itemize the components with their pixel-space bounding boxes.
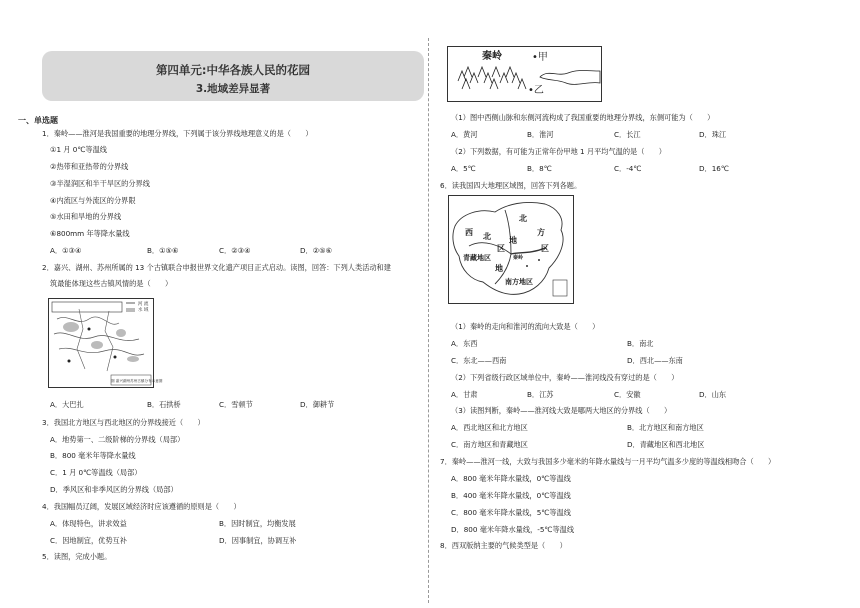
map-label-qu2: 区 <box>541 244 549 253</box>
point-jia-label: •甲 <box>532 52 548 63</box>
q7-option-d[interactable]: D．800 毫米年降水量线，-5℃等温线 <box>451 525 575 534</box>
map-label-di: 地 <box>509 236 517 245</box>
q6-stem: 6．读我国四大地理区域图，回答下列各题。 <box>440 181 582 190</box>
q6-1-option-d[interactable]: D．西北——东南 <box>627 356 683 365</box>
q6-3-option-c[interactable]: C．南方地区和青藏地区 <box>451 440 528 449</box>
q1-stem: 1．秦岭——淮河是我国重要的地理分界线，下列属于该分界线地理意义的是（ ） <box>42 129 313 138</box>
map-label-bei: 北 <box>519 214 527 223</box>
q2-stem-line1: 2．嘉兴、湖州、苏州所属的 13 个古镇联合申报世界文化遗产项目正式启动。读图，回答：下列人类活动和建 <box>42 263 391 272</box>
q5-1-option-a[interactable]: A．黄河 <box>451 130 478 139</box>
map-label-fang: 方 <box>537 228 545 237</box>
q5-1-option-c[interactable]: C．长江 <box>614 130 641 139</box>
q6-1-option-c[interactable]: C．东北——西南 <box>451 356 507 365</box>
q4-option-b[interactable]: B．因时制宜，均衡发展 <box>219 519 296 528</box>
q6-1-option-b[interactable]: B．南北 <box>627 339 654 348</box>
q5-1-option-b[interactable]: B．淮河 <box>527 130 554 139</box>
ancient-towns-map <box>48 298 163 388</box>
q4-option-d[interactable]: D．因事制宜，协调互补 <box>219 536 297 545</box>
map-label-qu: 区 <box>497 244 505 253</box>
point-yi-label: •乙 <box>528 85 544 96</box>
q7-option-c[interactable]: C．800 毫米年降水量线，5℃等温线 <box>451 508 571 517</box>
q1-option-b[interactable]: B．①⑤⑥ <box>147 246 179 255</box>
q7-stem: 7．秦岭——淮河一线，大致与我国多少毫米的年降水量线与一月平均气温多少度的等温线相吻合（ ） <box>440 457 776 466</box>
q6-3-option-d[interactable]: D．青藏地区和西北地区 <box>627 440 705 449</box>
q2-option-b[interactable]: B．石拱桥 <box>147 400 181 409</box>
title-banner <box>42 51 424 101</box>
map-label-qinling: 秦岭 <box>513 255 524 261</box>
q8-stem: 8．西双版纳主要的气候类型是（ ） <box>440 541 567 550</box>
q6-2-option-c[interactable]: C．安徽 <box>614 390 641 399</box>
map-label-di2: 地 <box>495 264 503 273</box>
map-label-qingzang: 青藏地区 <box>463 254 491 262</box>
q1-item: ⑤水田和旱地的分界线 <box>50 212 122 221</box>
q6-3-option-a[interactable]: A．西北地区和北方地区 <box>451 423 528 432</box>
map-label-bei2: 北 <box>483 232 491 241</box>
q6-1-stem: （1）秦岭的走向和淮河的流向大致是（ ） <box>451 322 600 331</box>
q7-option-a[interactable]: A．800 毫米年降水量线，0℃等温线 <box>451 474 571 483</box>
q2-stem-line2: 筑最能体现这些古镇风情的是（ ） <box>50 279 173 288</box>
map-label-nanfang: 南方地区 <box>505 278 533 286</box>
q3-option-c[interactable]: C．1 月 0℃等温线（局部） <box>50 468 142 477</box>
qinling-figure-drawing <box>448 47 601 101</box>
q4-stem: 4．我国幅员辽阔，发展区域经济时应该遵循的原则是（ ） <box>42 502 241 511</box>
qinling-figure <box>447 46 602 102</box>
q6-3-option-b[interactable]: B．北方地区和南方地区 <box>627 423 704 432</box>
q5-1-option-d[interactable]: D．珠江 <box>699 130 727 139</box>
q1-option-d[interactable]: D．②⑤⑥ <box>300 246 333 255</box>
q5-2-stem: （2）下列数据，有可能为正常年份甲地 1 月平均气温的是（ ） <box>451 147 666 156</box>
q5-2-option-a[interactable]: A．5℃ <box>451 164 476 173</box>
q1-item: ⑥800mm 年等降水量线 <box>50 229 130 238</box>
map-legend-river: 河 流 <box>138 302 149 307</box>
lesson-title: 3.地域差异显著 <box>195 83 271 95</box>
q5-stem: 5．读图，完成小题。 <box>42 552 112 561</box>
q3-option-b[interactable]: B．800 毫米年等降水量线 <box>50 451 136 460</box>
q2-option-c[interactable]: C．雪顿节 <box>219 400 253 409</box>
unit-title: 第四单元:中华各族人民的花园 <box>155 63 311 77</box>
q6-1-option-a[interactable]: A．东西 <box>451 339 478 348</box>
china-regions-map <box>448 195 574 304</box>
q4-option-a[interactable]: A．体现特色，讲求效益 <box>50 519 127 528</box>
q3-stem: 3．我国北方地区与西北地区的分界线接近（ ） <box>42 418 205 427</box>
q1-item: ③半湿润区和半干旱区的分界线 <box>50 179 150 188</box>
map-legend-water: 水 域 <box>138 308 149 313</box>
map-caption: 图 嘉兴湖州苏州古镇分布示意图 <box>111 379 163 383</box>
q1-item: ④内流区与外流区的分界限 <box>50 196 136 205</box>
q1-item: ②热带和亚热带的分界线 <box>50 162 129 171</box>
q6-2-stem: （2）下列省级行政区域单位中，秦岭——淮河线没有穿过的是（ ） <box>451 373 679 382</box>
section-title: 一、单选题 <box>18 116 58 125</box>
q4-option-c[interactable]: C．因地制宜，优势互补 <box>50 536 127 545</box>
q5-2-option-c[interactable]: C．-4℃ <box>614 164 642 173</box>
q2-option-a[interactable]: A．大巴扎 <box>50 400 84 409</box>
q5-1-stem: （1）图中西侧山脉和东侧河流构成了我国重要的地理分界线，东侧可能为（ ） <box>451 113 715 122</box>
column-divider <box>428 38 429 603</box>
q3-option-d[interactable]: D．季风区和非季风区的分界线（局部） <box>50 485 178 494</box>
q6-2-option-b[interactable]: B．江苏 <box>527 390 554 399</box>
qinling-label: 秦岭 <box>482 51 502 62</box>
q5-2-option-d[interactable]: D．16℃ <box>699 164 729 173</box>
q6-3-stem: （3）读图判断，秦岭——淮河线大致是哪两大地区的分界线（ ） <box>451 406 672 415</box>
q2-option-d[interactable]: D．御耕节 <box>300 400 335 409</box>
q6-2-option-a[interactable]: A．甘肃 <box>451 390 478 399</box>
q6-2-option-d[interactable]: D．山东 <box>699 390 727 399</box>
q1-option-c[interactable]: C．②③④ <box>219 246 251 255</box>
q1-item: ①1 月 0℃等温线 <box>50 145 107 154</box>
map-label-xi: 西 <box>465 228 473 237</box>
q3-option-a[interactable]: A．地势第一、二级阶梯的分界线（局部） <box>50 435 185 444</box>
q1-option-a[interactable]: A．①③④ <box>50 246 82 255</box>
q7-option-b[interactable]: B．400 毫米年降水量线，0℃等温线 <box>451 491 571 500</box>
q5-2-option-b[interactable]: B．8℃ <box>527 164 552 173</box>
